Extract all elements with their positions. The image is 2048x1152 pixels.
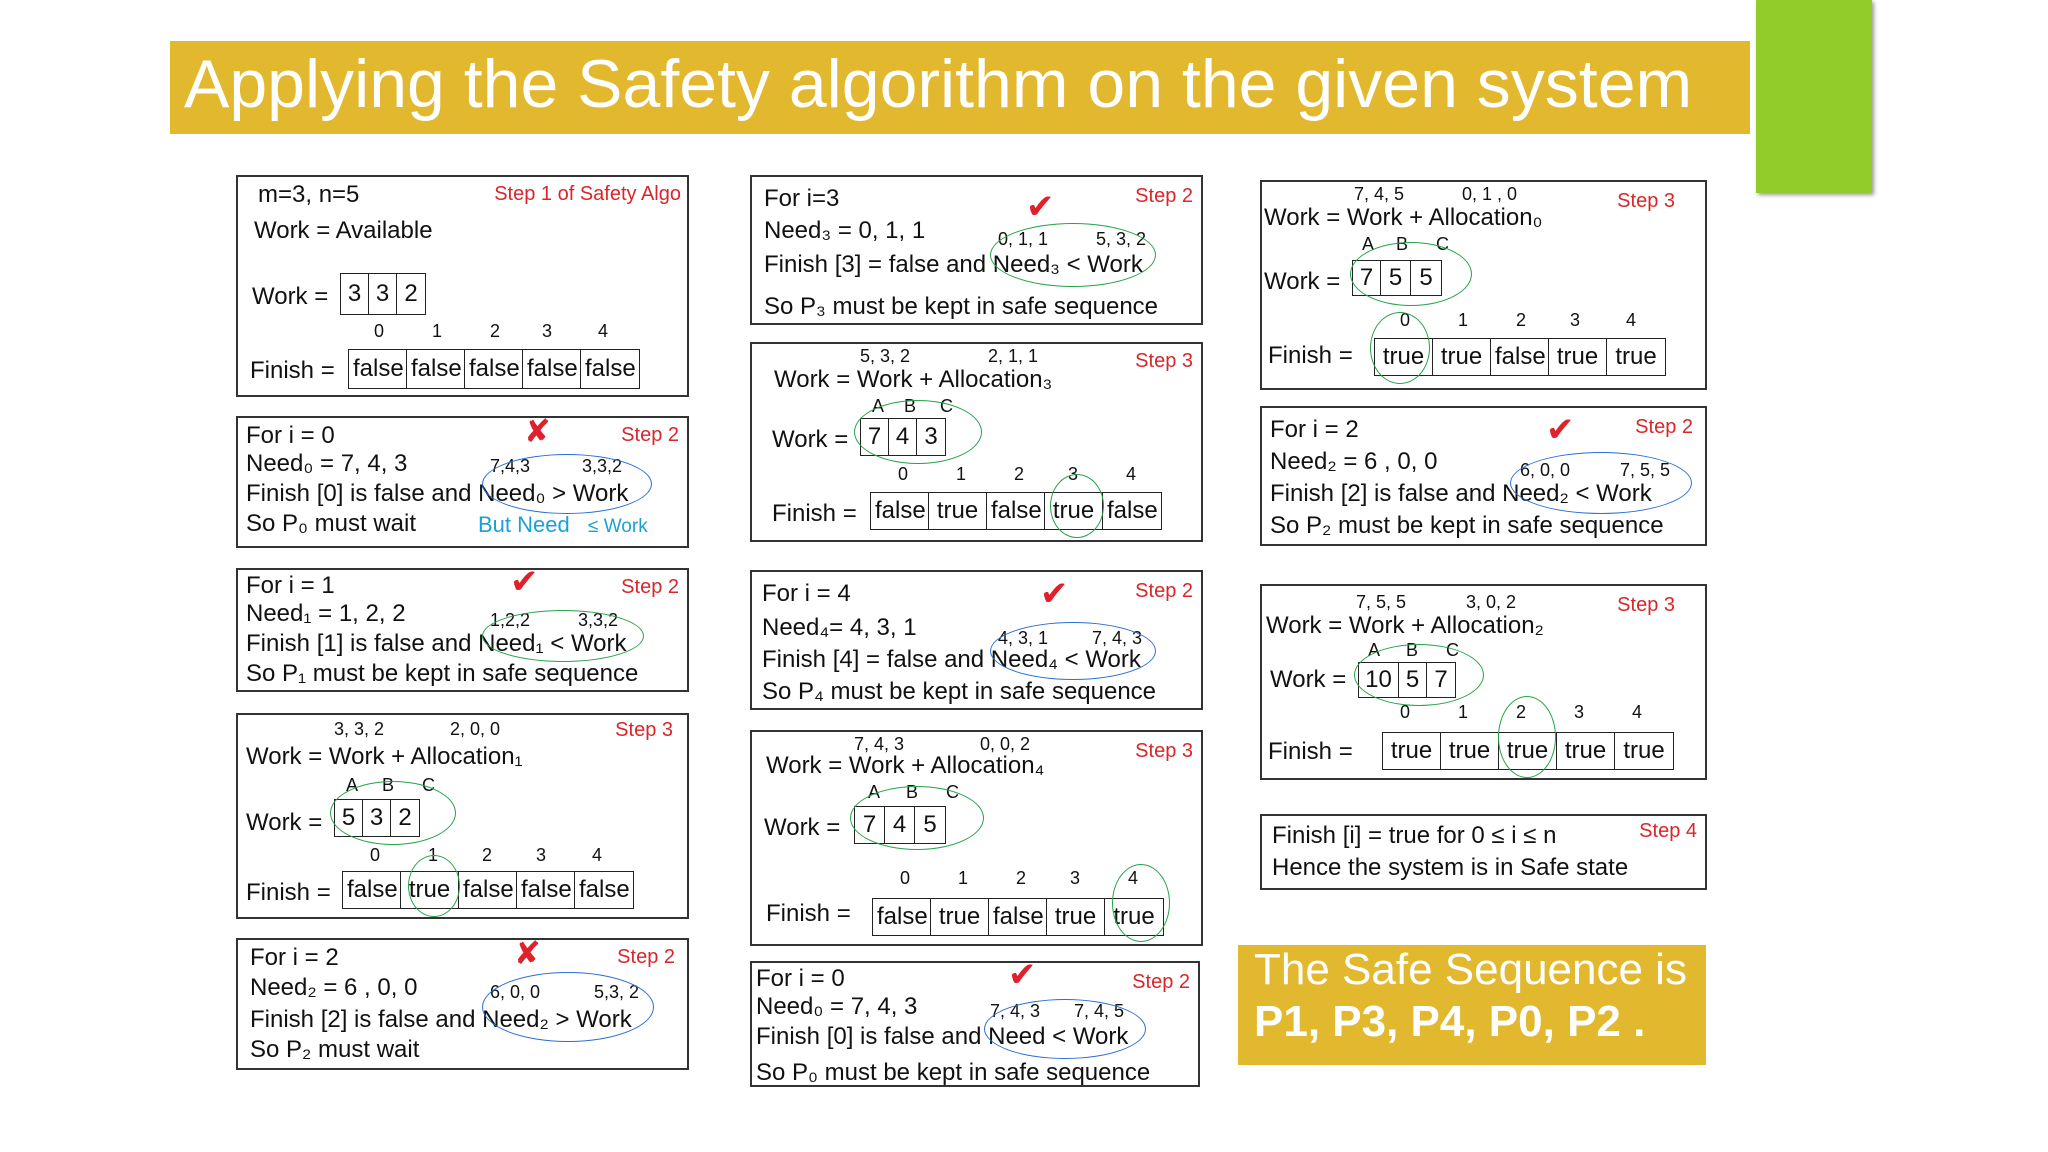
need-text: Need₁ = 1, 2, 2 xyxy=(246,600,406,627)
index-label: 4 xyxy=(1626,310,1637,330)
allocation-values: 2, 0, 0 xyxy=(450,719,501,739)
work-oval xyxy=(850,786,984,850)
finish-oval xyxy=(1112,864,1170,942)
finish-label: Finish = xyxy=(1268,738,1353,765)
work-update-formula: Work = Work + Allocation₁ xyxy=(246,743,523,770)
step3-box-alloc1 xyxy=(236,713,689,919)
finish-label: Finish = xyxy=(246,879,331,906)
finish-check-text: Finish [1] is false and Need₁ < Work xyxy=(246,630,627,657)
finish-cell: false xyxy=(873,899,931,935)
work-label: Work = xyxy=(1264,268,1341,295)
work-vector xyxy=(340,273,426,315)
work-values: 7, 4, 5 xyxy=(1354,184,1405,204)
cross-icon: ✘ xyxy=(524,413,551,449)
result-text: So P₁ must be kept in safe sequence xyxy=(246,660,639,687)
step-label: Step 3 xyxy=(1617,190,1675,212)
need-values: 6, 0, 0 xyxy=(1520,460,1571,480)
need-text: Need₀ = 7, 4, 3 xyxy=(756,993,918,1020)
finish-check-text: Finish [0] is false and Need < Work xyxy=(756,1023,1129,1050)
column-label: C xyxy=(1446,640,1459,660)
work-cell: 7 xyxy=(861,419,889,455)
step2-box-i2-safe xyxy=(1260,406,1707,546)
work-label: Work = xyxy=(246,809,323,836)
index-label: 2 xyxy=(482,845,493,865)
finish-cell: false xyxy=(407,350,465,388)
step4-box xyxy=(1260,814,1707,890)
finish-check-text: Finish [2] is false and Need₂ < Work xyxy=(1270,480,1652,507)
comparison-oval xyxy=(990,223,1156,287)
column-label: C xyxy=(946,782,959,802)
work-label: Work = xyxy=(764,814,841,841)
safe-sequence-box xyxy=(1238,945,1706,1065)
index-label: 1 xyxy=(958,868,969,888)
finish-cell: false xyxy=(585,355,636,382)
finish-cell: true xyxy=(1047,899,1105,935)
index-label: 2 xyxy=(1016,868,1027,888)
work-cell: 7 xyxy=(1434,666,1448,693)
work-oval xyxy=(1354,644,1484,706)
finish-check-text: Finish [3] = false and Need₃ < Work xyxy=(764,251,1143,278)
index-label: 0 xyxy=(374,321,385,341)
finish-label: Finish = xyxy=(1268,342,1353,369)
index-label: 4 xyxy=(1632,702,1643,722)
work-cell: 7 xyxy=(855,807,885,843)
note-text: But Need xyxy=(478,512,570,537)
finish-cell: true xyxy=(1375,339,1433,375)
work-cell: 3 xyxy=(341,274,369,314)
loop-index: For i = 4 xyxy=(762,580,851,607)
finish-cell: false xyxy=(343,872,401,908)
comparison-oval xyxy=(482,610,644,662)
finish-cell: false xyxy=(989,899,1047,935)
work-cell: 7 xyxy=(1353,261,1381,295)
comparison-oval xyxy=(482,972,654,1042)
need-text: Need₂ = 6 , 0, 0 xyxy=(1270,448,1438,475)
loop-index: For i=3 xyxy=(764,185,840,212)
column-label: B xyxy=(1406,640,1419,660)
work-values: 5,3, 2 xyxy=(594,982,640,1002)
work-oval xyxy=(330,781,456,845)
finish-cell: false xyxy=(523,350,581,388)
column-label: C xyxy=(940,396,953,416)
params-text: m=3, n=5 xyxy=(258,181,360,208)
index-label: 4 xyxy=(598,321,609,341)
finish-cell: true xyxy=(1615,343,1657,370)
allocation-values: 2, 1, 1 xyxy=(988,346,1039,366)
work-label: Work = xyxy=(1270,666,1347,693)
finish-cell: false xyxy=(517,872,575,908)
finish-vector xyxy=(870,492,1162,530)
work-values: 7, 5, 5 xyxy=(1356,592,1407,612)
finish-check-text: Finish [4] = false and Need₄ < Work xyxy=(762,646,1141,673)
step-label: Step 2 xyxy=(1635,416,1693,438)
allocation-values: 3, 0, 2 xyxy=(1466,592,1517,612)
step2-box-i0 xyxy=(236,413,689,548)
work-values: 5, 3, 2 xyxy=(1096,229,1147,249)
index-label: 0 xyxy=(1400,310,1411,330)
finish-cell: true xyxy=(1433,339,1491,375)
step3-box-alloc0 xyxy=(1260,180,1707,390)
need-values: 7,4,3 xyxy=(490,456,531,476)
work-values: 7, 5, 5 xyxy=(1620,460,1671,480)
work-values: 3,3,2 xyxy=(582,456,623,476)
step2-box-i2-wait xyxy=(236,935,689,1070)
index-label: 0 xyxy=(898,464,909,484)
finish-cell: false xyxy=(349,350,407,388)
index-label: 0 xyxy=(370,845,381,865)
column-label: B xyxy=(1396,234,1409,254)
need-text: Need₂ = 6 , 0, 0 xyxy=(250,974,418,1001)
step-label: Step 2 xyxy=(1135,185,1193,207)
check-icon: ✔ xyxy=(1546,411,1575,449)
column-label: A xyxy=(868,782,881,802)
check-icon: ✔ xyxy=(1040,575,1069,613)
title-bar xyxy=(170,41,1750,134)
step2-box-i0-safe xyxy=(750,956,1200,1087)
finish-label: Finish = xyxy=(250,357,335,384)
index-label: 4 xyxy=(1126,464,1137,484)
work-cell: 5 xyxy=(1419,264,1433,291)
index-label: 1 xyxy=(1458,310,1469,330)
finish-cell: true xyxy=(1549,339,1607,375)
result-text: So P₃ must be kept in safe sequence xyxy=(764,293,1159,320)
cross-icon: ✘ xyxy=(514,935,541,971)
finish-cell: true xyxy=(929,493,987,529)
finish-oval xyxy=(1370,312,1430,384)
finish-cell: true xyxy=(1441,733,1499,769)
column-label: B xyxy=(382,775,395,795)
work-update-formula: Work = Work + Allocation₄ xyxy=(766,752,1045,779)
work-equals-available: Work = Available xyxy=(254,217,433,244)
finish-cell: true xyxy=(401,872,459,908)
step3-box-alloc2 xyxy=(1260,584,1707,780)
work-update-formula: Work = Work + Allocation₂ xyxy=(1266,612,1544,639)
finish-check-text: Finish [2] is false and Need₂ > Work xyxy=(250,1006,632,1033)
loop-index: For i = 1 xyxy=(246,572,335,599)
finish-condition: Finish [i] = true for 0 ≤ i ≤ n xyxy=(1272,822,1557,849)
index-label: 2 xyxy=(1516,310,1527,330)
step-label: Step 4 xyxy=(1639,820,1697,842)
step-label: Step 2 xyxy=(617,946,675,968)
work-values: 7, 4, 3 xyxy=(854,734,905,754)
column-label: A xyxy=(346,775,359,795)
finish-cell: true xyxy=(1623,737,1665,764)
finish-check-text: Finish [0] is false and Need₀ > Work xyxy=(246,480,629,507)
slide-title: Applying the Safety algorithm on the given system xyxy=(184,46,1693,122)
finish-vector xyxy=(348,349,640,389)
allocation-values: 0, 0, 2 xyxy=(980,734,1031,754)
index-label: 3 xyxy=(1574,702,1585,722)
finish-cell: false xyxy=(987,493,1045,529)
work-cell: 2 xyxy=(404,280,418,307)
column-label: A xyxy=(1368,640,1381,660)
need-values: 1,2,2 xyxy=(490,610,531,630)
index-label: 1 xyxy=(428,845,439,865)
finish-oval xyxy=(1498,696,1556,778)
step-label: Step 3 xyxy=(1617,594,1675,616)
work-values: 5, 3, 2 xyxy=(860,346,911,366)
step-label: Step 3 xyxy=(1135,740,1193,762)
need-values: 7, 4, 3 xyxy=(990,1001,1041,1021)
step-label: Step 2 xyxy=(1132,971,1190,993)
column-label: A xyxy=(1362,234,1375,254)
finish-cell: false xyxy=(1491,339,1549,375)
column-label: C xyxy=(1436,234,1449,254)
work-update-formula: Work = Work + Allocation₃ xyxy=(774,366,1053,393)
work-oval xyxy=(854,400,982,464)
index-label: 3 xyxy=(536,845,547,865)
step-label: Step 3 xyxy=(1135,350,1193,372)
result-text: So P₀ must wait xyxy=(246,510,417,537)
work-cell: 3 xyxy=(363,800,391,836)
finish-cell: true xyxy=(1499,733,1557,769)
finish-cell: false xyxy=(459,872,517,908)
column-label: B xyxy=(906,782,919,802)
work-cell: 3 xyxy=(924,423,938,450)
index-label: 4 xyxy=(592,845,603,865)
step2-box-i4 xyxy=(750,570,1203,710)
result-text: So P₂ must wait xyxy=(250,1036,420,1063)
finish-cell: true xyxy=(1113,903,1155,930)
finish-cell: false xyxy=(1107,497,1158,524)
work-values: 3, 3, 2 xyxy=(334,719,385,739)
index-label: 1 xyxy=(1458,702,1469,722)
finish-vector xyxy=(342,871,634,909)
work-update-formula: Work = Work + Allocation₀ xyxy=(1264,204,1543,231)
need-text: Need₀ = 7, 4, 3 xyxy=(246,450,408,477)
finish-cell: false xyxy=(465,350,523,388)
finish-cell: true xyxy=(931,899,989,935)
work-label: Work = xyxy=(252,283,329,310)
work-oval xyxy=(1350,242,1472,306)
need-text: Need₄= 4, 3, 1 xyxy=(762,614,917,641)
note-text-2: ≤ Work xyxy=(588,516,648,537)
column-label: A xyxy=(872,396,885,416)
index-label: 3 xyxy=(1070,868,1081,888)
result-text: So P₀ must be kept in safe sequence xyxy=(756,1059,1151,1086)
work-label: Work = xyxy=(772,426,849,453)
index-label: 0 xyxy=(900,868,911,888)
step1-box xyxy=(236,175,689,397)
work-cell: 2 xyxy=(398,804,412,831)
result-text: So P₄ must be kept in safe sequence xyxy=(762,678,1157,705)
work-cell: 5 xyxy=(1381,261,1411,295)
column-label: B xyxy=(904,396,917,416)
need-values: 6, 0, 0 xyxy=(490,982,541,1002)
step3-box-alloc4 xyxy=(750,730,1203,946)
check-icon: ✔ xyxy=(510,563,539,601)
work-cell: 5 xyxy=(923,811,937,838)
work-cell: 5 xyxy=(335,800,363,836)
comparison-oval xyxy=(984,999,1146,1059)
step2-box-i3 xyxy=(750,175,1203,325)
need-text: Need₃ = 0, 1, 1 xyxy=(764,217,926,244)
step-label: Step 2 xyxy=(1135,580,1193,602)
loop-index: For i = 2 xyxy=(1270,416,1359,443)
work-cell: 4 xyxy=(889,419,917,455)
safe-sequence-value: P1, P3, P4, P0, P2 . xyxy=(1254,997,1646,1046)
loop-index: For i = 0 xyxy=(756,965,845,992)
comparison-oval xyxy=(1510,452,1692,514)
step-label: Step 3 xyxy=(615,719,673,741)
step-label: Step 2 xyxy=(621,576,679,598)
comparison-oval xyxy=(482,454,652,514)
work-values: 7, 4, 3 xyxy=(1092,628,1143,648)
need-values: 0, 1, 1 xyxy=(998,229,1049,249)
step-label: Step 2 xyxy=(621,424,679,446)
index-label: 2 xyxy=(1014,464,1025,484)
need-values: 4, 3, 1 xyxy=(998,628,1049,648)
safe-state-conclusion: Hence the system is in Safe state xyxy=(1272,854,1629,881)
allocation-values: 0, 1 , 0 xyxy=(1462,184,1518,204)
loop-index: For i = 2 xyxy=(250,944,339,971)
step-label: Step 1 of Safety Algo xyxy=(494,183,681,205)
finish-cell: false xyxy=(579,876,630,903)
index-label: 3 xyxy=(1068,464,1079,484)
loop-index: For i = 0 xyxy=(246,422,335,449)
finish-cell: true xyxy=(1045,493,1103,529)
work-cell: 4 xyxy=(885,807,915,843)
column-label: C xyxy=(422,775,435,795)
index-label: 3 xyxy=(1570,310,1581,330)
finish-label: Finish = xyxy=(772,500,857,527)
index-label: 1 xyxy=(956,464,967,484)
comparison-oval xyxy=(990,622,1156,680)
finish-cell: false xyxy=(871,493,929,529)
work-cell: 3 xyxy=(369,274,397,314)
step3-box-alloc3 xyxy=(750,342,1203,542)
decorative-green-tab xyxy=(1756,0,1872,193)
index-label: 3 xyxy=(542,321,553,341)
index-label: 1 xyxy=(432,321,443,341)
index-label: 4 xyxy=(1128,868,1139,888)
index-label: 2 xyxy=(490,321,501,341)
finish-label: Finish = xyxy=(766,900,851,927)
finish-oval xyxy=(1050,474,1104,538)
step2-box-i1 xyxy=(236,563,689,692)
work-cell: 10 xyxy=(1359,663,1399,697)
result-text: So P₂ must be kept in safe sequence xyxy=(1270,512,1664,539)
finish-oval xyxy=(408,855,460,917)
work-values: 7, 4, 5 xyxy=(1074,1001,1125,1021)
safe-sequence-heading: The Safe Sequence is xyxy=(1254,945,1687,994)
finish-cell: true xyxy=(1557,733,1615,769)
check-icon: ✔ xyxy=(1026,188,1055,226)
check-icon: ✔ xyxy=(1008,956,1037,994)
finish-cell: true xyxy=(1383,733,1441,769)
index-label: 2 xyxy=(1516,702,1527,722)
work-cell: 5 xyxy=(1399,663,1427,697)
work-values: 3,3,2 xyxy=(578,610,619,630)
index-label: 0 xyxy=(1400,702,1411,722)
